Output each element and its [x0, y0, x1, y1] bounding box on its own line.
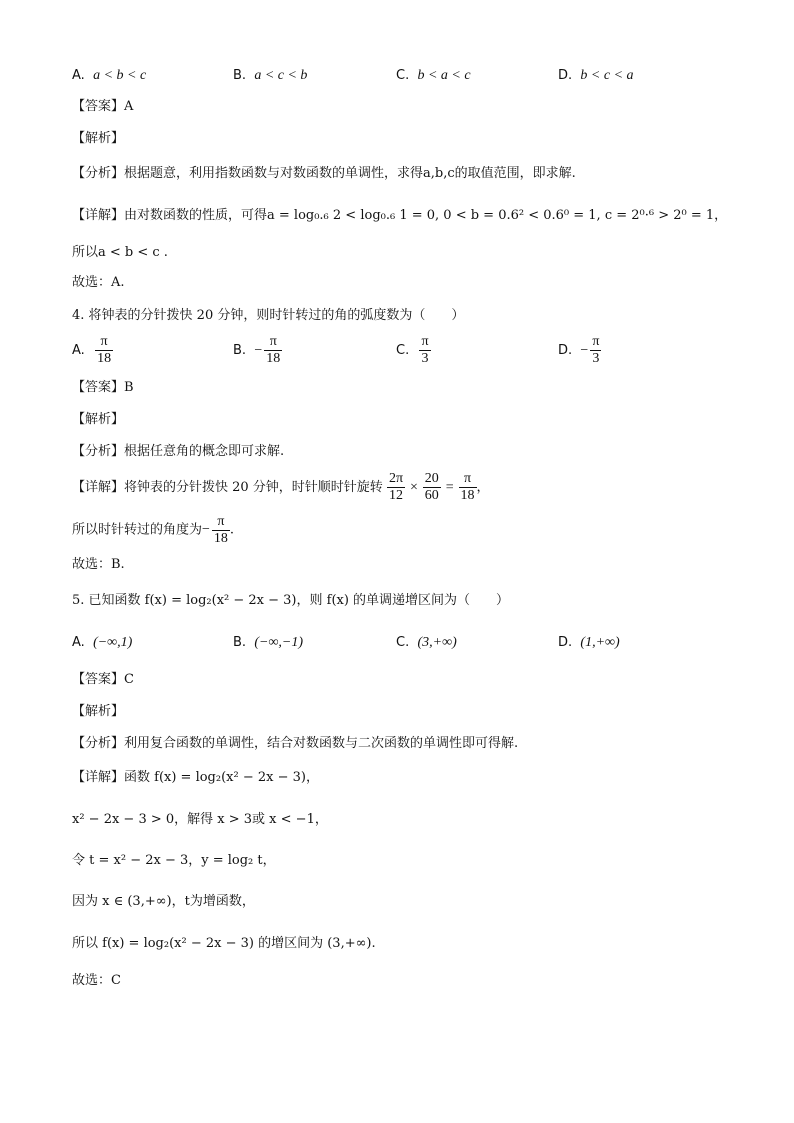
q4-conclusion: 所以时针转过的角度为− $\frac{\pi}{18}$ .: [72, 513, 235, 546]
q3-analysis-heading: 【解析】: [72, 131, 125, 146]
q4-answer: 【答案】B: [72, 380, 134, 395]
q4-option-b: B. − $\frac{\pi}{18}$: [233, 334, 281, 366]
q4-detail: 【详解】将钟表的分针拨快 20 分钟，时针顺时针旋转 $\frac{2\pi}{12}$ × $\frac{20}{60}$ = $\frac{\pi}{18}$ ，: [72, 471, 490, 503]
q3-option-d: D. b < c < a: [558, 68, 634, 83]
q5-option-a: A. (−∞,1): [72, 635, 133, 650]
q3-analysis: 【分析】根据题意，利用指数函数与对数函数的单调性，求得a,b,c的取值范围，即求解.: [72, 166, 576, 181]
q3-option-c: C. b < a < c: [396, 68, 471, 83]
q4-detail-fraction-2: $\frac{20}{60}$: [424, 471, 439, 503]
q3-conclusion: 所以a < b < c .: [72, 245, 168, 260]
q4-conclusion-fraction: $\frac{\pi}{18}$: [213, 513, 228, 546]
q5-choice: 故选：C: [72, 973, 121, 988]
q5-answer: 【答案】C: [72, 672, 134, 687]
q4-detail-fraction-1: $\frac{2\pi}{12}$: [388, 471, 404, 503]
q4-option-d: D. − $\frac{\pi}{3}$: [558, 334, 600, 366]
q4-option-d-fraction: $\frac{\pi}{3}$: [592, 334, 600, 366]
q5-option-c: C. (3,+∞): [396, 635, 457, 650]
q4-analysis-heading: 【解析】: [72, 412, 125, 427]
q5-option-b: B. (−∞,−1): [233, 635, 304, 650]
q4-question: 4. 将钟表的分针拨快 20 分钟，则时针转过的角的弧度数为（ ）: [72, 308, 465, 323]
q5-step-3: 因为 x ∈ (3,+∞)，t为增函数，: [72, 894, 255, 909]
q4-analysis: 【分析】根据任意角的概念即可求解.: [72, 444, 285, 459]
q3-option-b: B. a < c < b: [233, 68, 308, 83]
q5-analysis: 【分析】利用复合函数的单调性，结合对数函数与二次函数的单调性即可得解.: [72, 736, 519, 751]
q5-question: 5. 已知函数 f(x) = log₂(x² − 2x − 3)，则 f(x) 的单调递增区间为（ ）: [72, 593, 510, 608]
q3-choice: 故选：A.: [72, 275, 125, 290]
q3-detail: 【详解】由对数函数的性质，可得a = log₀.₆ 2 < log₀.₆ 1 = 0, 0 < b = 0.6² < 0.6⁰ = 1, c = 2⁰·⁶ > 2⁰ = 1，: [72, 208, 728, 223]
q5-analysis-heading: 【解析】: [72, 704, 125, 719]
q4-option-b-fraction: $\frac{\pi}{18}$: [266, 334, 281, 366]
q5-option-d: D. (1,+∞): [558, 635, 620, 650]
q5-step-2: 令 t = x² − 2x − 3，y = log₂ t，: [72, 853, 276, 868]
q3-answer: 【答案】A: [72, 99, 134, 114]
q4-option-a: A. $\frac{\pi}{18}$: [72, 334, 112, 366]
q4-option-c: C. $\frac{\pi}{3}$: [396, 334, 429, 366]
q3-option-a: A. a < b < c: [72, 68, 147, 83]
q4-option-a-fraction: $\frac{\pi}{18}$: [97, 334, 112, 366]
q5-detail: 【详解】函数 f(x) = log₂(x² − 2x − 3)，: [72, 770, 319, 785]
q4-choice: 故选：B.: [72, 557, 125, 572]
q5-step-4: 所以 f(x) = log₂(x² − 2x − 3) 的增区间为 (3,+∞).: [72, 936, 376, 951]
q5-step-1: x² − 2x − 3 > 0，解得 x > 3或 x < −1，: [72, 812, 328, 827]
q4-detail-fraction-3: $\frac{\pi}{18}$: [460, 471, 475, 503]
q4-option-c-fraction: $\frac{\pi}{3}$: [421, 334, 429, 366]
